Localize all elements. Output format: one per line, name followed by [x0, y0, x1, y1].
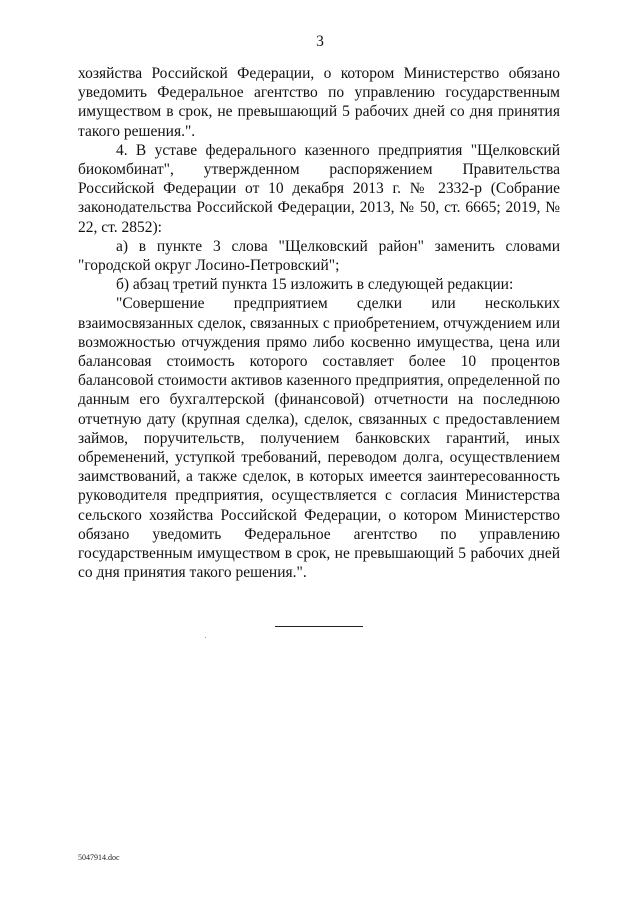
end-separator-line [275, 626, 363, 627]
paragraph-continuation: хозяйства Российской Федерации, о котором Министерство обязано уведомить Федеральное агентство по управлению государственным имуществом в срок, не превышающий 5 рабочих дней со дня принятия такого решения.". [78, 65, 560, 140]
paragraph-item-4: 4. В уставе федерального казенного предприятия "Щелковский биокомбинат", утвержденном распоряжением Правительства Российской Федерации от 10 декабря 2013 г. № 2332-р (Собрание законодательства Российской Федерации, 2013, № 50, ст. 6665; 2019, № 22, ст. 2852): [78, 141, 560, 236]
paragraph-subitem-a: а) в пункте 3 слова "Щелковский район" заменить словами "городской округ Лосино-Петровский"; [78, 237, 560, 275]
scan-speck [205, 637, 206, 638]
paragraph-subitem-b: б) абзац третий пункта 15 изложить в следующей редакции: [116, 276, 514, 294]
footer-file-name: 5047914.doc [78, 853, 120, 862]
paragraph-quoted-text: "Совершение предприятием сделки или нескольких взаимосвязанных сделок, связанных с приобретением, отчуждением или возможностью отчуждения прямо либо косвенно имущества, цена или балансовая стоимость которого составляет более 10 процентов балансовой стоимости активов казенного предприятия, определенной по данным его бухгалтерской (финансовой) отчетности на последнюю отчетную дату (крупная сделка), сделок, связанных с предоставлением займов, поручительств, получением банковских гарантий, иных обременений, уступкой требований, переводом долга, осуществлением заимствований, а также сделок, в которых имеется заинтересованность руководителя предприятия, осуществляется с согласия Министерства сельского хозяйства Российской Федерации, о котором Министерство обязано уведомить Федеральное агентство по управлению государственным имуществом в срок, не превышающий 5 рабочих дней со дня принятия такого решения.". [78, 295, 560, 582]
page-number: 3 [316, 33, 324, 50]
document-body [78, 64, 560, 582]
